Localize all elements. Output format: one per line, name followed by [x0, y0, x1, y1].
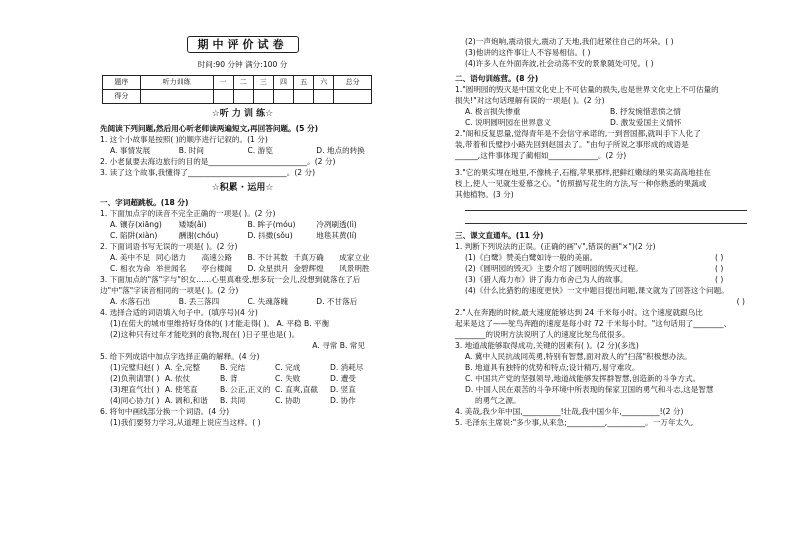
option-word: 千真万确	[293, 253, 324, 262]
acc-q1-options-cd	[100, 230, 385, 241]
option-word: 同心谐力	[155, 253, 187, 262]
option-word: 地毯其黄(lí)	[316, 231, 357, 240]
part3-title: 三、课文直通车。(11 分)	[455, 231, 544, 240]
option[interactable]: A. 事情发展	[110, 146, 151, 155]
listening-q1: 1. 这个小故事是按照( )的顺序进行记叙的。(1 分)	[100, 135, 268, 144]
acc-q6: 6. 将句中画线部分换一个词语。(4 分)	[100, 407, 230, 416]
p3-q1-item-4: (4)《什么比猎豹的速度更快》一文中题目提出问题,课文就为了回答这个问题。	[465, 286, 729, 295]
option-word: 举世闻名	[155, 264, 187, 273]
p2-q2-line1: 2."阁和反复思量,觉得青年是不会信守承诺的,一到晋国都,就叫手下人化了	[455, 129, 701, 138]
option[interactable]: B. 抒发惋惜悲愤之情	[610, 107, 681, 116]
title-box	[100, 36, 385, 53]
score-row-label: 得分	[103, 90, 141, 104]
option[interactable]: B. 眸子(móu)	[247, 220, 296, 229]
option[interactable]: C. 游览	[247, 146, 273, 155]
option[interactable]: A. 冀中人民抗战同英勇,特别有智慧,面对敌人的"扫荡"积极想办法。	[465, 352, 692, 361]
acc-q2-options-ab	[100, 252, 385, 263]
idiom: (3)理直气壮( )	[110, 385, 160, 394]
score-table-header-row	[103, 76, 372, 90]
p2-q1-line1: 1."圆明园的毁灭是中国文化史上不可估量的损失,也是世界文化史上不可估量的	[455, 85, 719, 94]
option[interactable]: D. 消耗尽	[330, 363, 364, 372]
page-title: 期中评价试卷	[187, 36, 299, 53]
answer-bracket[interactable]: ( )	[715, 275, 724, 284]
option[interactable]: A. 水落石出	[110, 297, 151, 306]
option[interactable]: D. 地点的转换	[316, 146, 365, 155]
option[interactable]: C. 相衣为命	[110, 264, 151, 273]
accumulation-section-title: ☆积累 · 运用☆	[211, 183, 274, 193]
score-input-cell[interactable]	[213, 90, 233, 104]
score-input-cell[interactable]	[273, 90, 293, 104]
answer-line[interactable]	[465, 213, 747, 224]
acc-q4-2: (2)这种只有过年才能吃到的食物,现在( )日子里也是( )。	[110, 330, 300, 339]
score-cell: 总分	[334, 76, 372, 90]
option[interactable]: C. 直爽,直截	[275, 385, 318, 394]
statement: (3)《猎人海力布》讲了海力布舍己为人的故事。	[465, 275, 628, 284]
option[interactable]: C. 失败	[275, 374, 301, 383]
p3-q2-line2: 起来是这了——鸵鸟奔跑的速度是每小时 72 千米每小时。"这句话用了________、	[455, 319, 732, 328]
option[interactable]: A. 美中不足	[110, 253, 151, 262]
option-word: 酬谢(chóu)	[178, 231, 219, 240]
score-cell: 听力训练	[140, 76, 213, 90]
option[interactable]: C. 中国共产党的坚强领导,地道战能够发挥群智慧,创造新的斗争方式。	[465, 374, 701, 383]
option[interactable]: B. 共同	[220, 396, 246, 405]
option-word: 成家立业	[339, 253, 370, 262]
option[interactable]: D. 中国人民在艰苦的斗争环境中所表现的保家卫国的勇气和斗志,这是智慧	[465, 385, 714, 394]
statement: (2)《圆明园的毁灭》主要介绍了圆明园的毁灭过程。	[465, 264, 643, 273]
acc-q4: 4. 选择合适的词语填入句子中。(填序号)(4 分)	[100, 308, 258, 317]
option[interactable]: D. 不甘落后	[316, 297, 358, 306]
p2-q3-line3: 其他植物。(3 分)	[455, 190, 514, 199]
score-cell: 一	[213, 76, 233, 90]
score-cell: 二	[233, 76, 253, 90]
option[interactable]: B. 完结	[220, 363, 246, 372]
acc-q6-1: (1)我们要努力学习,从道理上说应当这样。( )	[110, 418, 261, 427]
option[interactable]: B. 不计其数	[247, 253, 288, 262]
acc-q3-options	[100, 296, 385, 307]
score-table-score-row	[103, 90, 372, 104]
option[interactable]: D. 协作	[330, 396, 356, 405]
p2-q1-options-cd	[455, 117, 755, 128]
option-word: 亭台楼阁	[201, 264, 233, 273]
exam-meta: 时间:90 分钟 满分:100 分	[197, 60, 288, 69]
p2-q2-line2: 装,带着和氏璧抄小路先回到赵国去了。"由句子所说之事形成的成语是	[455, 140, 689, 149]
option[interactable]: B. 地道具有独特的优势和特点;设计精巧,易守难攻。	[465, 363, 640, 372]
score-input-cell[interactable]	[253, 90, 273, 104]
idiom: (1)完璧归赵( )	[110, 363, 160, 372]
acc-q4-2-options: A. 寻常 B. 常见	[312, 341, 365, 350]
score-cell: 题序	[103, 76, 141, 90]
answer-bracket[interactable]: ( )	[736, 297, 745, 306]
p3-q1-item	[455, 263, 755, 274]
answer-bracket[interactable]: ( )	[715, 253, 724, 262]
acc-q5-row	[100, 362, 385, 373]
option[interactable]: D. 遭受	[330, 374, 356, 383]
option[interactable]: C. 失魂落魄	[247, 297, 289, 306]
option[interactable]: B. 丢三落四	[178, 297, 220, 306]
part1-title: 一、字词超跳板。(18 分)	[100, 198, 189, 207]
option[interactable]: A. 使笔直	[165, 385, 198, 394]
acc-q3-line2: 边"中"落"字读音相同的一项是( )。(2 分)	[100, 286, 239, 295]
acc-q2: 2. 下面词语书写无误的一项是( )。(2 分)	[100, 242, 238, 251]
option[interactable]: A. 依仗	[165, 374, 191, 383]
p3-q3: 3. 地道战能够取得成功,关键的因素有( )。(2 分)(多选)	[455, 341, 639, 350]
q6-item-2: (2)一声炮响,震动很大,震动了天地,我们赶紧往自己的坏朵。( )	[465, 37, 674, 46]
p3-q1-item	[455, 252, 755, 263]
acc-q5: 5. 给下列成语中加点字选择正确的解释。(4 分)	[100, 352, 260, 361]
p2-q3-line2: 枝上,使人一见就生爱慕之心。"仿照描写花生的方法,写一种你熟悉的果蔬或	[455, 179, 707, 188]
listening-instruction: 先阅读下列问题,然后用心听老师读两遍短文,再回答问题。(5 分)	[100, 124, 319, 133]
option[interactable]: C. 协助	[275, 396, 301, 405]
option-word: 金碧辉煌	[293, 264, 324, 273]
acc-q2-options-cd	[100, 263, 385, 274]
option[interactable]: D. 众星拱月	[247, 264, 289, 273]
statement: (1)《白鹭》赞美白鹭如诗一般的美丽。	[465, 253, 598, 262]
option[interactable]: B. 公正,正义的	[220, 385, 271, 394]
p2-q3-line1: 3."它的果实埋在地里,不像桃子,石榴,苹果那样,把鲜红嫩绿的果实高高地挂在	[455, 168, 711, 177]
option[interactable]: A. 调和,和谐	[165, 396, 208, 405]
p3-q2-line1: 2."人在奔跑的时候,最大速度能够达到 24 千米每小时。这个速度就跟乌比	[455, 308, 703, 317]
acc-q5-row	[100, 384, 385, 395]
score-input-cell[interactable]	[314, 90, 334, 104]
option-word: 高速公路	[201, 253, 233, 262]
option-word: 风景明胜	[339, 264, 370, 273]
option-continued: 的勇气之源。	[475, 396, 521, 405]
score-cell: 五	[294, 76, 314, 90]
answer-bracket[interactable]: ( )	[715, 264, 724, 273]
option[interactable]: A. 镶存(xiāng)	[110, 220, 162, 229]
option[interactable]: C. 陷阱(xiàn)	[110, 231, 158, 240]
p3-q5: 5. 毛泽东主席说:"多少事,从来急;__________,__________。一万年太久,	[455, 418, 694, 427]
option[interactable]: D. 竖直	[330, 385, 356, 394]
acc-q3-line1: 3. 下面加点的"落"字与"织女……心里真难受,想多玩一会儿,没想到就落在了后	[100, 275, 361, 284]
option[interactable]: D. 抖擞(sǒu)	[247, 231, 293, 240]
score-input-cell[interactable]	[233, 90, 253, 104]
p3-q1: 1. 判断下列说法的正误。(正确的画"√",错误的画"×")(2 分)	[455, 242, 656, 251]
score-cell: 三	[253, 76, 273, 90]
score-input-cell[interactable]	[334, 90, 372, 104]
option[interactable]: C. 完成	[275, 363, 301, 372]
answer-line[interactable]	[465, 200, 747, 211]
q6-item-3: (3)他讲的这件事让人不容易相信。( )	[465, 48, 591, 57]
idiom: (4)同心协力( )	[110, 396, 160, 405]
acc-q1-options-ab	[100, 219, 385, 230]
option[interactable]: D. 激发爱国主义情怀	[610, 118, 682, 127]
acc-q4-1: (1)在偌大的城市里维持好身体的( )才能走得( )。 A. 平稳 B. 平衡	[110, 319, 330, 328]
part2-title: 二、语句训练营。(8 分)	[455, 74, 539, 83]
score-cell: 四	[273, 76, 293, 90]
listening-q3: 3. 读了这个故事,我懂得了__________________________。(2 分)	[100, 168, 316, 177]
option-word: 冷冽刷透(lì)	[316, 220, 357, 229]
listening-q1-options	[100, 145, 385, 156]
option-word: 矮矮(ǎi)	[178, 220, 207, 229]
idiom: (2)负荆请罪( )	[110, 374, 160, 383]
p3-q4: 4. 美哉,我少年中国,__________!壮哉,我中国少年,__________!(2 分)	[455, 407, 684, 416]
acc-q1: 1. 下面加点字的读音不完全正确的一项是( )。(2 分)	[100, 209, 276, 218]
score-input-cell[interactable]	[140, 90, 213, 104]
acc-q5-row	[100, 395, 385, 406]
listening-section-title: ☆听 力 训 练☆	[211, 109, 274, 119]
p3-q2-line3: ________的说明方法说明了人的速度比鸵鸟低很多。	[455, 330, 630, 339]
option[interactable]: B. 时间	[178, 146, 204, 155]
score-cell: 六	[314, 76, 334, 90]
right-column	[455, 36, 755, 428]
score-input-cell[interactable]	[294, 90, 314, 104]
acc-q5-row	[100, 373, 385, 384]
option[interactable]: A. 全,完整	[165, 363, 201, 372]
left-column	[100, 0, 385, 428]
option[interactable]: C. 说明圆明园在世界意义	[465, 118, 552, 127]
listening-q2: 2. 小老鼠要去海边旅行的目的是__________________________。(2 分)	[100, 157, 336, 166]
option[interactable]: A. 极言损失惨重	[465, 107, 521, 116]
p2-q2-line3: ______,这件事体现了蔺相如_____________。(2 分)	[455, 151, 627, 160]
p2-q1-options-ab	[455, 106, 755, 117]
p3-q1-item	[455, 274, 755, 285]
score-table	[102, 75, 372, 104]
option[interactable]: B. 背	[220, 374, 238, 383]
p2-q1-line2: 损失!"对这句话理解有误的一项是( )。(2 分)	[455, 96, 605, 105]
q6-item-4: (4)许多人在外面奔波,社会动荡不安的景象随处可见。( )	[465, 59, 654, 68]
